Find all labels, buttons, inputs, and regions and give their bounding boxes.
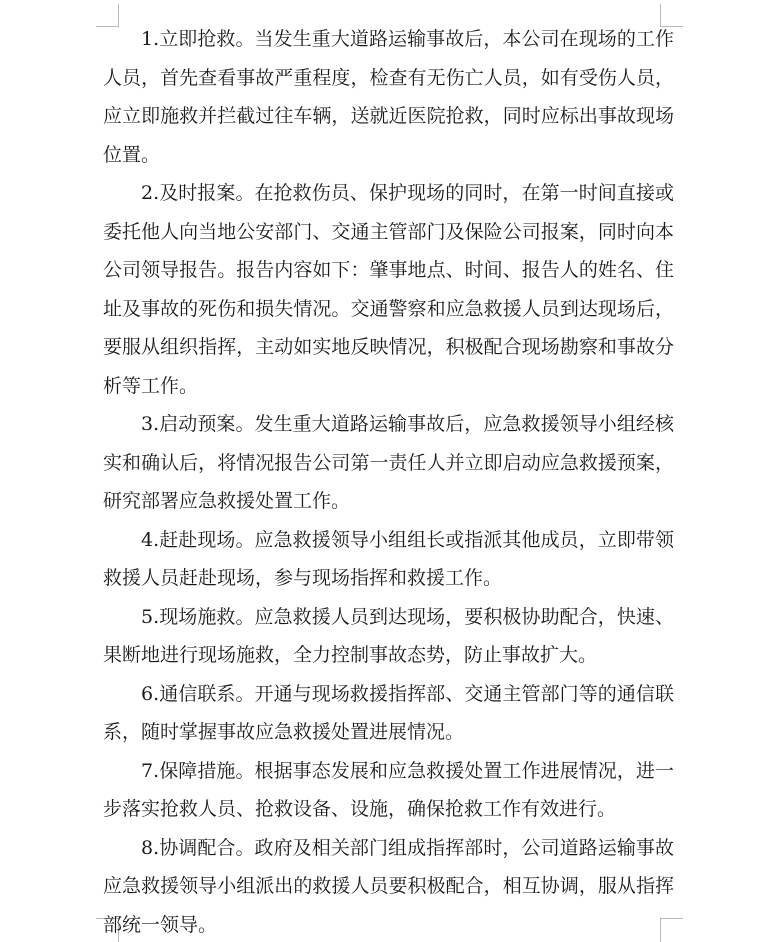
paragraph-2: 2.及时报案。在抢救伤员、保护现场的同时，在第一时间直接或委托他人向当地公安部门、交通主管部门及保险公司报案，同时向本公司领导报告。报告内容如下：肇事地点、时间、报告人的姓名、住址及事故的死伤和损失情况。交通警察和应急救援人员到达现场后，要服从组织指挥，主动如实地反映情况，积极配合现场勘察和事故分析等工作。 bbox=[103, 182, 674, 397]
paragraph-6: 6.通信联系。开通与现场救援指挥部、交通主管部门等的通信联系，随时掌握事故应急救援处置进展情况。 bbox=[103, 682, 674, 743]
paragraph-4: 4.赶赴现场。应急救援领导小组组长或指派其他成员，立即带领救援人员赶赴现场，参与现场指挥和救援工作。 bbox=[103, 528, 674, 589]
paragraph-1: 1.立即抢救。当发生重大道路运输事故后，本公司在现场的工作人员，首先查看事故严重程度，检查有无伤亡人员，如有受伤人员，应立即施救并拦截过往车辆，送就近医院抢救，同时应标出事故现场位置。 bbox=[103, 28, 674, 166]
paragraph-7: 7.保障措施。根据事态发展和应急救援处置工作进展情况，进一步落实抢救人员、抢救设备、设施，确保抢救工作有效进行。 bbox=[103, 759, 674, 820]
paragraph-5: 5.现场施救。应急救援人员到达现场，要积极协助配合，快速、果断地进行现场施救，全力控制事故态势，防止事故扩大。 bbox=[103, 605, 674, 666]
paragraph-8: 8.协调配合。政府及相关部门组成指挥部时，公司道路运输事故应急救援领导小组派出的救援人员要积极配合，相互协调，服从指挥部统一领导。 bbox=[103, 836, 674, 936]
paragraph-3: 3.启动预案。发生重大道路运输事故后，应急救援领导小组经核实和确认后，将情况报告公司第一责任人并立即启动应急救援预案，研究部署应急救援处置工作。 bbox=[103, 413, 674, 512]
document-body bbox=[103, 20, 674, 942]
